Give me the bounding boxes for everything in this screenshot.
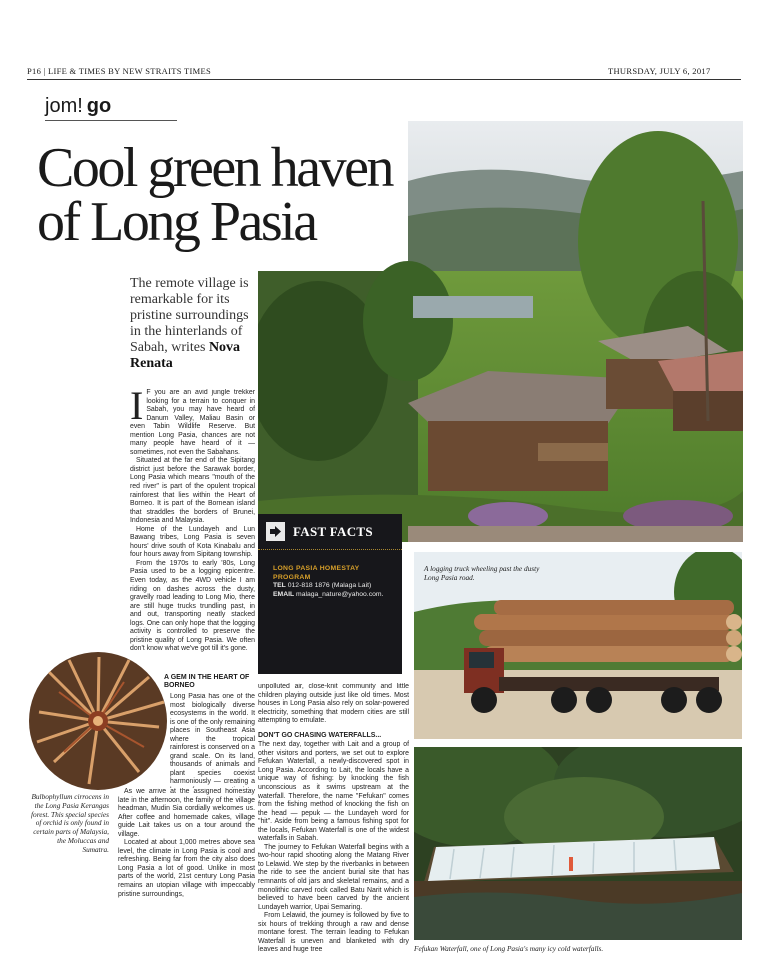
standfirst (130, 276, 255, 372)
fast-facts-content (258, 550, 402, 599)
paragraph: Located at about 1,000 metres above sea level, the climate in Long Pasia is cool and refreshing. Being far from the city also does Long Pasia a lot of good. Unlike in most parts of the world, 21st century Long Pasia remains an utopian village with impeccably pristine surroundings, (118, 839, 255, 898)
header-rule (27, 79, 741, 80)
paragraph: The journey to Fefukan Waterfall begins with a two-hour rapid shooting along the Matang River to Lelawid. We step by the riverbanks in between the ride to see the ancient burial site that has remnants of old jars and skeletal remains, and a monolithic carved rock called Batu Narit which is believed to have been carved by the ancient Lundayeh warrior, Upai Semaring. (258, 843, 409, 911)
paragraph: From the 1970s to early '80s, Long Pasia used to be a logging epicentre. Even today, as the 4WD vehicle I am riding on dashes across the dusty, gravelly road leading to Long Mio, there are still huge trucks trundling past, in and out, transporting neatly stacked logs. One can only hope that the logging activity is controlled to preserve the pristine quality of Long Pasia. We often don't know what we've got till it's gone. (130, 559, 255, 653)
fast-facts-box (258, 514, 402, 674)
paragraph: F you are an avid jungle trekker looking for a terrain to conquer in Sabah, you may have heard of Danum Valley, Maliau Basin or even Tabin Wildlife Reserve. But mention Long Pasia, chances are not many people have heard of it — sometimes, not even the Sabahans. (130, 389, 255, 456)
issue-date: THURSDAY, JULY 6, 2017 (608, 66, 711, 76)
section-underline (45, 120, 177, 121)
section-prefix: jom! (45, 95, 83, 117)
paragraph: Situated at the far end of the Sipitang district just before the Sarawak border, Long Pasia which means "mouth of the red river" is part of the opulent tropical rainforest that lies within the Heart of Borneo. It is part of the Bornean island that straddles the borders of Brunei, Indonesia and Malaysia. (130, 457, 255, 525)
truck-caption: A logging truck wheeling past the dusty Long Pasia road. (424, 564, 540, 582)
drop-cap: I (130, 389, 144, 428)
headline (37, 137, 437, 253)
paragraph: Long Pasia has one of the most biologically diverse ecosystems in the world. It is one of the only remaining places in Southeast Asia where the tropical rainforest is conserved on a grand scale. On its land, thousands of animals and plant species coexist harmoniously — creating a (170, 693, 255, 786)
orchid-caption: Bulbophyllum cirrocens in the Long Pasia Kerangas forest. This special species of orchid is only found in certain parts of Malaysia, the Moluccas and Sumatra. (31, 792, 109, 854)
paragraph: Home of the Lundayeh and Lun Bawang tribes, Long Pasia is seven hours' drive south of Kota Kinabalu and four hours away from Sipitang township. (130, 525, 255, 559)
fast-facts-header (258, 514, 402, 550)
waterfall-photo (414, 747, 742, 940)
waterfall-subheading: DON'T GO CHASING WATERFALLS... (258, 731, 382, 739)
paragraph: unpolluted air, close-knit community and little children playing outside just like old times. Most houses in Long Pasia also rely on solar-powered electricity, something that modern cities are still attempting to emulate. (258, 683, 409, 725)
waterfall-caption: Fefukan Waterfall, one of Long Pasia's many icy cold waterfalls. (414, 944, 604, 953)
page-folio: P16 | LIFE & TIMES BY NEW STRAITS TIMES (27, 66, 212, 76)
paragraph: The next day, together with Lait and a group of other visitors and porters, we set out to explore Fefukan Waterfall, a newly-discovered spot in Long Pasia. According to Lait, the locals have a unique way of fishing: by knocking the fish unconscious as it swims upstream at the waterfall. Therefore, the name "Fefukan" comes from the fishing method of knocking the fish on the head — pepuk — the Lundayeh word for "hit". Aside from being a famous fishing spot for the locals, Fefukan Waterfall is one of the widest waterfalls in Sabah. (258, 741, 409, 843)
headline-line-2: of Long Pasia (37, 191, 316, 253)
headline-line-1: Cool green haven (37, 137, 392, 199)
fast-facts-title: FAST FACTS (293, 523, 373, 539)
paragraph: From Lelawid, the journey is followed by five to six hours of trekking through a raw and dense montane forest. The terrain leading to Fefukan Waterfall is uneven and blanketed with dry leaves and huge tree (258, 912, 409, 954)
section-label (45, 95, 111, 118)
email-label: EMAIL (273, 590, 295, 598)
tel-label: TEL (273, 582, 286, 590)
section-suffix: go (86, 95, 112, 117)
body-column-1-lower (118, 788, 255, 963)
email-value: malaga_nature@yahoo.com. (296, 590, 384, 598)
author-name: Nova Renata (130, 340, 241, 371)
arrow-right-icon (266, 522, 285, 541)
homestay-name-1: LONG PASIA HOMESTAY (273, 565, 360, 572)
paragraph: As we arrive at the assigned homestay late in the afternoon, the family of the village headman, Mudin Sia cordially welcomes us. After coffee and homemade cakes, village guide Lait takes us on a tour around the village. (118, 788, 255, 838)
orchid-photo (29, 652, 167, 790)
homestay-name-2: PROGRAM (273, 573, 311, 581)
gem-body (170, 693, 255, 788)
standfirst-text: The remote village is remarkable for its pristine surroundings in the hinterlands of Sabah, writes (130, 276, 249, 355)
gem-subheading: A GEM IN THE HEART OF BORNEO (164, 674, 250, 689)
body-column-2 (258, 683, 409, 963)
tel-value: 012-818 1876 (Malaga Lait) (287, 582, 372, 590)
